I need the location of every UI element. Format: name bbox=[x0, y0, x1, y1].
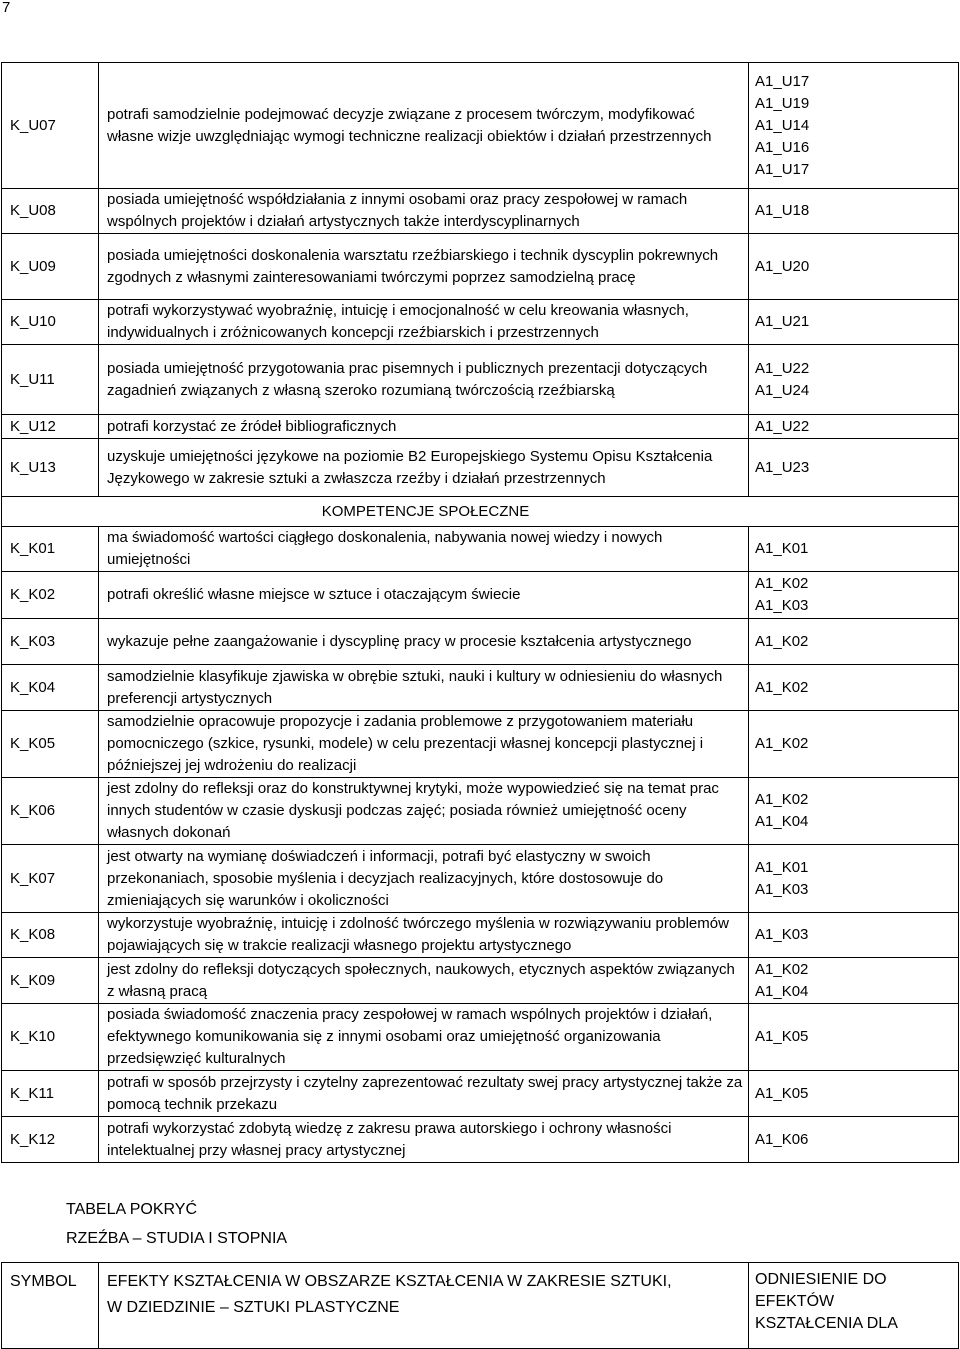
outcome-references bbox=[749, 415, 959, 439]
outcome-description: posiada umiejętność przygotowania prac pisemnych i publicznych prezentacji dotyczących zagadnień związanych z własną szeroko rozumianą twórczością rzeźbiarską bbox=[99, 345, 749, 415]
outcome-description: potrafi w sposób przejrzysty i czytelny zaprezentować rezultaty swej pracy artystycznej także za pomocą technik przekazu bbox=[99, 1071, 749, 1117]
table-row bbox=[2, 572, 959, 619]
outcome-symbol: K_K07 bbox=[2, 845, 99, 913]
table-row bbox=[2, 300, 959, 345]
reference-code: A1_K02 bbox=[755, 791, 809, 808]
reference-code: A1_U14 bbox=[755, 116, 810, 134]
table-row bbox=[2, 345, 959, 415]
outcome-description: potrafi wykorzystywać wyobraźnię, intuicję i emocjonalność w celu kreowania własnych, indywidualnych i zróżnicowanych koncepcji rzeźbiarskich i przestrzennych bbox=[99, 300, 749, 345]
table-row bbox=[2, 845, 959, 913]
symbol-header: SYMBOL bbox=[2, 1263, 99, 1349]
reference-code: A1_K02 bbox=[755, 960, 809, 978]
table-row bbox=[2, 527, 959, 572]
table-row bbox=[2, 913, 959, 958]
outcome-symbol: K_U12 bbox=[2, 415, 99, 439]
outcome-symbol: K_U13 bbox=[2, 439, 99, 497]
outcome-description: jest zdolny do refleksji dotyczących społecznych, naukowych, etycznych aspektów związanych z własną pracą bbox=[99, 958, 749, 1004]
reference-header-line-2: EFEKTÓW bbox=[755, 1293, 835, 1310]
reference-code: A1_U20 bbox=[755, 257, 810, 275]
outcome-symbol: K_U08 bbox=[2, 189, 99, 234]
table-row bbox=[2, 1071, 959, 1117]
outcome-symbol: K_U09 bbox=[2, 234, 99, 300]
reference-code: A1_K04 bbox=[755, 982, 809, 1000]
skills-rows bbox=[2, 63, 959, 497]
outcome-description: wykorzystuje wyobraźnię, intuicję i zdolność twórczego myślenia w rozwiązywaniu problemów pojawiających się w trakcie realizacji własnego projektu artystycznego bbox=[99, 913, 749, 958]
outcome-description: potrafi wykorzystać zdobytą wiedzę z zakresu prawa autorskiego i ochrony własności intelektualnej przy własnej pracy artystycznej bbox=[99, 1117, 749, 1163]
reference-code: A1_K02 bbox=[755, 735, 809, 752]
outcome-symbol: K_K01 bbox=[2, 527, 99, 572]
outcome-references bbox=[749, 189, 959, 234]
table-row bbox=[2, 1117, 959, 1163]
outcome-description: samodzielnie klasyfikuje zjawiska w obrębie sztuki, nauki i kultury w odniesieniu do własnych preferencji artystycznych bbox=[99, 665, 749, 711]
outcome-symbol: K_U11 bbox=[2, 345, 99, 415]
outcome-symbol: K_K09 bbox=[2, 958, 99, 1004]
outcome-references bbox=[749, 1071, 959, 1117]
reference-code: A1_K02 bbox=[755, 632, 809, 650]
reference-code: A1_K03 bbox=[755, 880, 809, 898]
outcome-description: jest otwarty na wymianę doświadczeń i informacji, potrafi być elastyczny w swoich przekonaniach, sposobie myślenia i decyzjach realizacyjnych, które dostosowuje do zmieniających się warunków i okoliczności bbox=[99, 845, 749, 913]
section-row bbox=[2, 497, 959, 527]
reference-code: A1_U18 bbox=[755, 202, 810, 219]
outcome-symbol: K_K08 bbox=[2, 913, 99, 958]
outcome-symbol: K_K12 bbox=[2, 1117, 99, 1163]
reference-code: A1_K03 bbox=[755, 597, 809, 614]
outcome-references bbox=[749, 958, 959, 1004]
outcome-description: posiada świadomość znaczenia pracy zespołowej w ramach wspólnych projektów i działań, efektywnego komunikowania się z innymi osobami oraz umiejętność organizowania przedsięwzięć kulturalnych bbox=[99, 1004, 749, 1071]
outcome-description: posiada umiejętność współdziałania z innymi osobami oraz pracy zespołowej w ramach wspólnych projektów i działań artystycznych także interdyscyplinarnych bbox=[99, 189, 749, 234]
outcome-symbol: K_K04 bbox=[2, 665, 99, 711]
outcome-references bbox=[749, 778, 959, 845]
table-row bbox=[2, 665, 959, 711]
outcome-symbol: K_K11 bbox=[2, 1071, 99, 1117]
reference-code: A1_K01 bbox=[755, 540, 809, 557]
table-row bbox=[2, 778, 959, 845]
table-row bbox=[2, 958, 959, 1004]
outcome-references bbox=[749, 1004, 959, 1071]
reference-code: A1_K02 bbox=[755, 575, 809, 592]
outcome-references bbox=[749, 845, 959, 913]
outcome-symbol: K_K03 bbox=[2, 619, 99, 665]
outcome-description: potrafi określić własne miejsce w sztuce i otaczającym świecie bbox=[99, 572, 749, 619]
table-subtitle: RZEŹBA – STUDIA I STOPNIA bbox=[66, 1230, 288, 1247]
reference-code: A1_K05 bbox=[755, 1084, 809, 1102]
outcome-references bbox=[749, 63, 959, 189]
effects-header-line-1: EFEKTY KSZTAŁCENIA W OBSZARZE KSZTAŁCENIA W ZAKRESIE SZTUKI, bbox=[107, 1273, 672, 1290]
reference-code: A1_U21 bbox=[755, 313, 810, 330]
outcome-references bbox=[749, 572, 959, 619]
outcome-references bbox=[749, 665, 959, 711]
table-row bbox=[2, 415, 959, 439]
reference-code: A1_K03 bbox=[755, 926, 809, 943]
reference-code: A1_K05 bbox=[755, 1028, 809, 1045]
effects-header-line-2: W DZIEDZINIE – SZTUKI PLASTYCZNE bbox=[107, 1299, 400, 1316]
reference-code: A1_U17 bbox=[755, 72, 810, 90]
table-row bbox=[2, 189, 959, 234]
outcome-symbol: K_K10 bbox=[2, 1004, 99, 1071]
table-row bbox=[2, 1004, 959, 1071]
reference-code: A1_U16 bbox=[755, 138, 810, 156]
reference-code: A1_U24 bbox=[755, 381, 810, 399]
table-row bbox=[2, 234, 959, 300]
outcome-references bbox=[749, 619, 959, 665]
outcome-description: potrafi korzystać ze źródeł bibliograficznych bbox=[99, 415, 749, 439]
reference-code: A1_K01 bbox=[755, 858, 809, 876]
outcome-symbol: K_K02 bbox=[2, 572, 99, 619]
learning-outcomes-table bbox=[1, 62, 959, 1163]
outcome-description: posiada umiejętności doskonalenia warsztatu rzeźbiarskiego i technik dyscyplin pokrewnych zgodnych z własnymi zainteresowaniami twórczymi poprzez samodzielną pracę bbox=[99, 234, 749, 300]
outcome-references bbox=[749, 711, 959, 778]
outcome-references bbox=[749, 234, 959, 300]
outcome-references bbox=[749, 345, 959, 415]
coverage-table-header bbox=[1, 1262, 959, 1349]
reference-code: A1_U22 bbox=[755, 417, 810, 435]
outcome-description: potrafi samodzielnie podejmować decyzje związane z procesem twórczym, modyfikować własne wizje uwzględniając wymogi techniczne realizacji obiektów i działań przestrzennych bbox=[99, 63, 749, 189]
outcome-references bbox=[749, 439, 959, 497]
reference-header bbox=[749, 1263, 959, 1349]
outcome-references bbox=[749, 527, 959, 572]
outcome-references bbox=[749, 1117, 959, 1163]
outcome-references bbox=[749, 300, 959, 345]
table-row bbox=[2, 711, 959, 778]
outcome-description: ma świadomość wartości ciągłego doskonalenia, nabywania nowej wiedzy i nowych umiejętności bbox=[99, 527, 749, 572]
section-heading: KOMPETENCJE SPOŁECZNE bbox=[99, 497, 749, 527]
reference-code: A1_K06 bbox=[755, 1130, 809, 1148]
outcome-references bbox=[749, 913, 959, 958]
outcome-symbol: K_K06 bbox=[2, 778, 99, 845]
effects-header bbox=[99, 1263, 749, 1349]
outcome-description: samodzielnie opracowuje propozycje i zadania problemowe z przygotowaniem materiału pomocniczego (szkice, rysunki, modele) w celu prezentacji własnej koncepcji plastycznej i późniejszej jej wdrożeniu do realizacji bbox=[99, 711, 749, 778]
reference-code: A1_K02 bbox=[755, 678, 809, 696]
reference-code: A1_U23 bbox=[755, 458, 810, 476]
reference-code: A1_U19 bbox=[755, 94, 810, 112]
reference-code: A1_K04 bbox=[755, 813, 809, 830]
section-empty-symbol bbox=[2, 497, 99, 527]
outcome-symbol: K_U07 bbox=[2, 63, 99, 189]
reference-code: A1_U22 bbox=[755, 359, 810, 377]
outcome-symbol: K_U10 bbox=[2, 300, 99, 345]
outcome-description: uzyskuje umiejętności językowe na poziomie B2 Europejskiego Systemu Opisu Kształcenia Językowego w zakresie sztuki a zwłaszcza rzeźby i działań przestrzennych bbox=[99, 439, 749, 497]
table-row bbox=[2, 63, 959, 189]
outcome-symbol: K_K05 bbox=[2, 711, 99, 778]
reference-code: A1_U17 bbox=[755, 160, 810, 178]
table-title: TABELA POKRYĆ bbox=[66, 1201, 198, 1218]
page-number: 7 bbox=[2, 0, 11, 16]
outcome-description: wykazuje pełne zaangażowanie i dyscyplinę pracy w procesie kształcenia artystycznego bbox=[99, 619, 749, 665]
outcome-description: jest zdolny do refleksji oraz do konstruktywnej krytyki, może wypowiedzieć się na temat prac innych studentów w czasie dyskusji podczas zajęć; posiada również umiejętność oceny własnych dokonań bbox=[99, 778, 749, 845]
table-row bbox=[2, 439, 959, 497]
table-row bbox=[2, 619, 959, 665]
reference-header-line-3: KSZTAŁCENIA DLA bbox=[755, 1315, 898, 1332]
reference-header-line-1: ODNIESIENIE DO bbox=[755, 1271, 887, 1288]
section-empty-ref bbox=[749, 497, 959, 527]
social-competence-rows bbox=[2, 527, 959, 1163]
